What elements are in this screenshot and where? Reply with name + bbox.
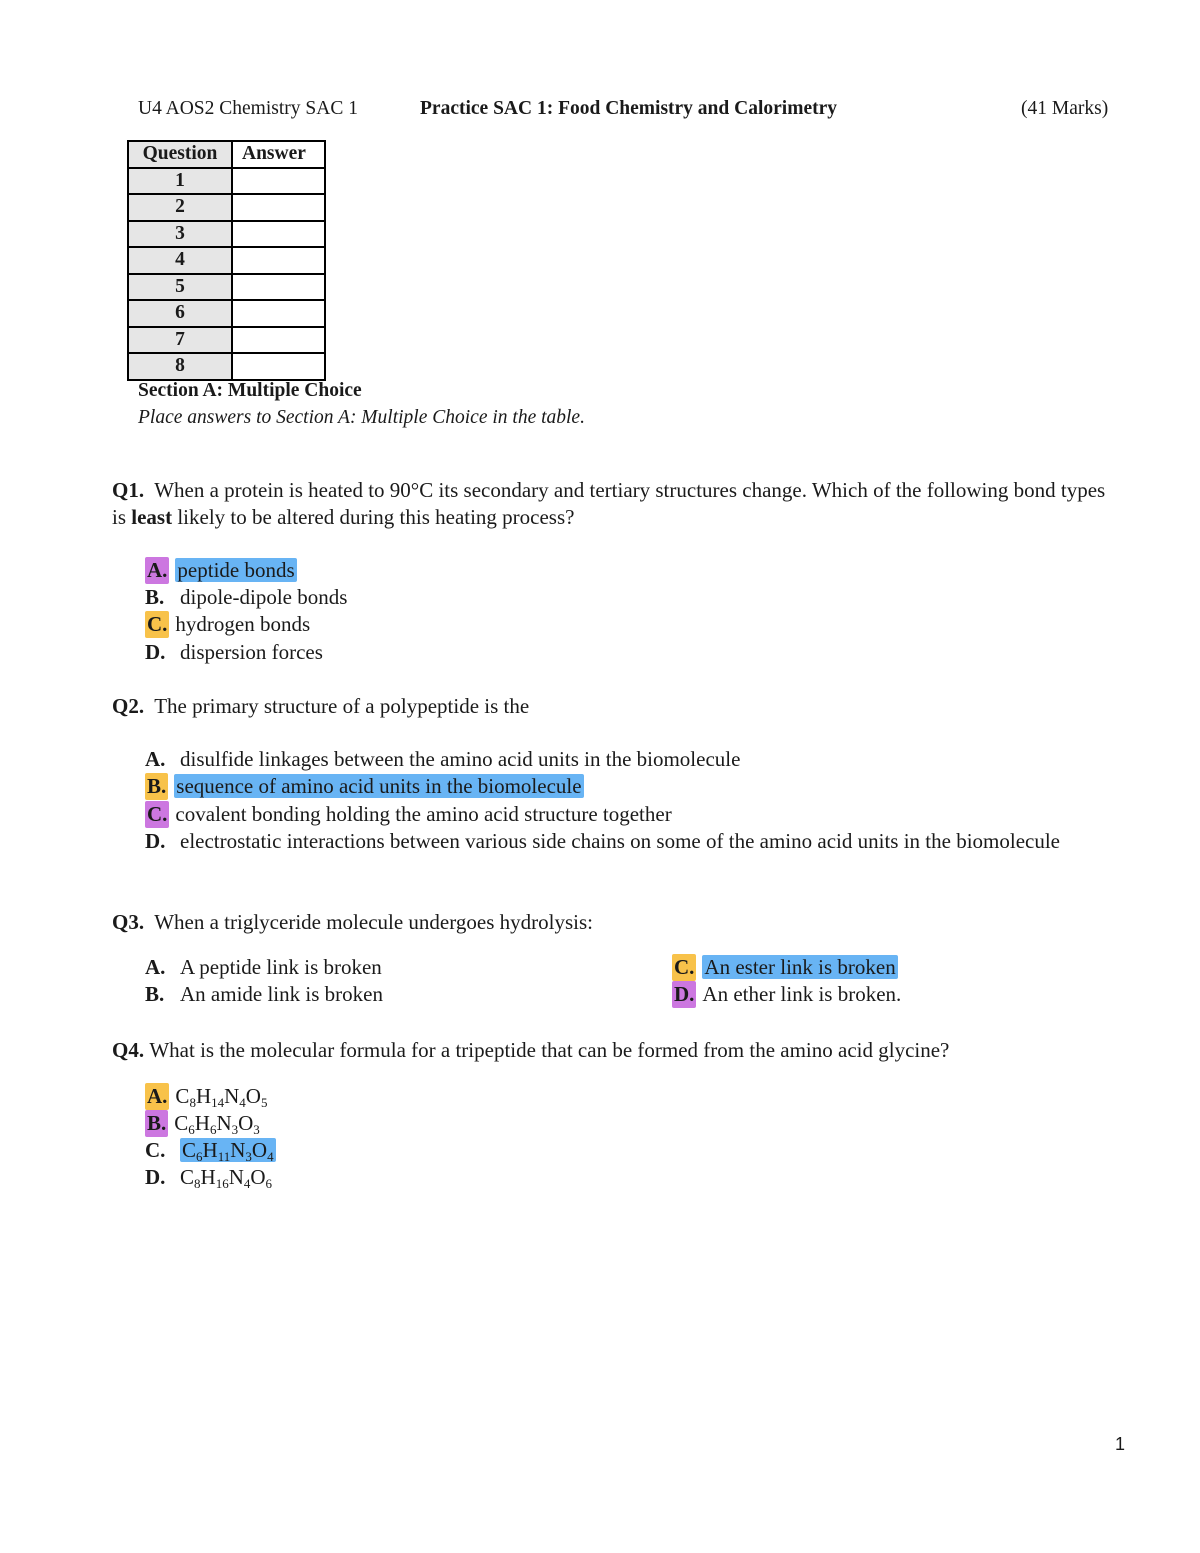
question-number: 8 [128,353,232,380]
option-text: disulfide linkages between the amino acid units in the biomolecule [180,747,741,771]
option-letter: C. [674,955,695,979]
option-letter: A. [147,1084,168,1108]
q4-stem [112,1037,1122,1064]
total-marks: (41 Marks) [1021,98,1109,119]
q1-option-d[interactable] [145,639,323,666]
q1-stem [112,477,1122,531]
section-instructions: Place answers to Section A: Multiple Choice in the table. [138,407,585,428]
option-letter: A. [145,955,166,979]
option-letter: B. [145,585,165,609]
answer-table [127,140,326,381]
q3-option-a[interactable] [145,954,382,981]
option-text: An amide link is broken [180,982,383,1006]
answer-cell[interactable] [232,327,325,354]
question-number: 6 [128,300,232,327]
question-number: 5 [128,274,232,301]
option-text: dispersion forces [180,640,323,664]
q2-option-b[interactable] [145,773,584,800]
option-letter: A. [145,747,166,771]
q3-label: Q3. [112,910,145,934]
q3-stem [112,909,1122,936]
option-formula: $C_8H_{14}N_4O_5$ [175,1084,268,1110]
table-row [128,168,325,195]
table-row [128,221,325,248]
option-text: A peptide link is broken [180,955,382,979]
q1-stem-emphasis: least [131,505,173,529]
q1-option-b[interactable] [145,584,347,611]
option-text: An ether link is broken. [702,982,902,1006]
answer-cell[interactable] [232,247,325,274]
header-left: U4 AOS2 Chemistry SAC 1 [138,98,358,119]
answer-cell[interactable] [232,300,325,327]
q2-stem-text: The primary structure of a polypeptide is the [154,694,530,718]
option-text: hydrogen bonds [175,612,311,636]
q2-stem [112,693,1122,720]
option-text: An ester link is broken [704,955,896,979]
option-letter: C. [147,802,168,826]
table-row [128,274,325,301]
option-text: sequence of amino acid units in the biomolecule [176,774,582,798]
question-number: 4 [128,247,232,274]
q2-label: Q2. [112,694,145,718]
q2-option-c[interactable] [145,801,672,828]
option-letter: D. [145,1165,166,1189]
option-text: peptide bonds [177,558,295,582]
document-title: Practice SAC 1: Food Chemistry and Calorimetry [420,98,837,119]
option-letter: C. [147,612,168,636]
q4-stem-text: What is the molecular formula for a tripeptide that can be formed from the amino acid glycine? [149,1038,950,1062]
option-letter: A. [147,558,168,582]
option-letter: D. [145,829,166,853]
answer-cell[interactable] [232,168,325,195]
q4-option-a[interactable] [145,1083,267,1110]
option-letter: D. [674,982,695,1006]
option-formula: $C_6H_6N_3O_3$ [174,1111,260,1137]
option-text: covalent bonding holding the amino acid structure together [175,802,672,826]
q3-option-d[interactable] [672,981,901,1008]
answer-cell[interactable] [232,274,325,301]
q4-label: Q4. [112,1038,145,1062]
option-letter: C. [145,1138,166,1162]
question-number: 1 [128,168,232,195]
option-text: electrostatic interactions between various side chains on some of the amino acid units in the biomolecule [180,829,1060,853]
option-letter: B. [147,1111,167,1135]
q3-option-b[interactable] [145,981,383,1008]
option-text: dipole-dipole bonds [180,585,348,609]
q1-option-a[interactable] [145,557,297,584]
table-row [128,353,325,380]
option-formula: $C_6H_{11}N_3O_4$ [182,1138,274,1164]
question-number: 2 [128,194,232,221]
q1-stem-text-end: likely to be altered during this heating process? [172,505,575,529]
q4-option-b[interactable] [145,1110,260,1137]
q4-option-c[interactable] [145,1137,276,1164]
table-row [128,194,325,221]
option-letter: B. [145,982,165,1006]
q3-stem-text: When a triglyceride molecule undergoes hydrolysis: [154,910,593,934]
option-letter: D. [145,640,166,664]
q4-option-d[interactable] [145,1164,272,1191]
table-row [128,247,325,274]
option-letter: B. [147,774,167,798]
answer-cell[interactable] [232,221,325,248]
q2-option-d[interactable] [145,828,1105,855]
option-formula: $C_8H_{16}N_4O_6$ [180,1165,273,1191]
answer-column-header: Answer [232,141,325,168]
q2-option-a[interactable] [145,746,740,773]
question-number: 3 [128,221,232,248]
question-number: 7 [128,327,232,354]
question-column-header: Question [128,141,232,168]
table-row [128,327,325,354]
table-row [128,300,325,327]
answer-cell[interactable] [232,353,325,380]
section-title: Section A: Multiple Choice [138,380,362,401]
q1-stem-text: When a protein is heated to 90°C its secondary and tertiary structures change. Which of the following bond types is [112,478,1106,529]
page-number: 1 [1115,1434,1126,1454]
q1-label: Q1. [112,478,145,502]
q1-option-c[interactable] [145,611,310,638]
q3-option-c[interactable] [672,954,898,981]
answer-table-header [128,141,325,168]
answer-cell[interactable] [232,194,325,221]
